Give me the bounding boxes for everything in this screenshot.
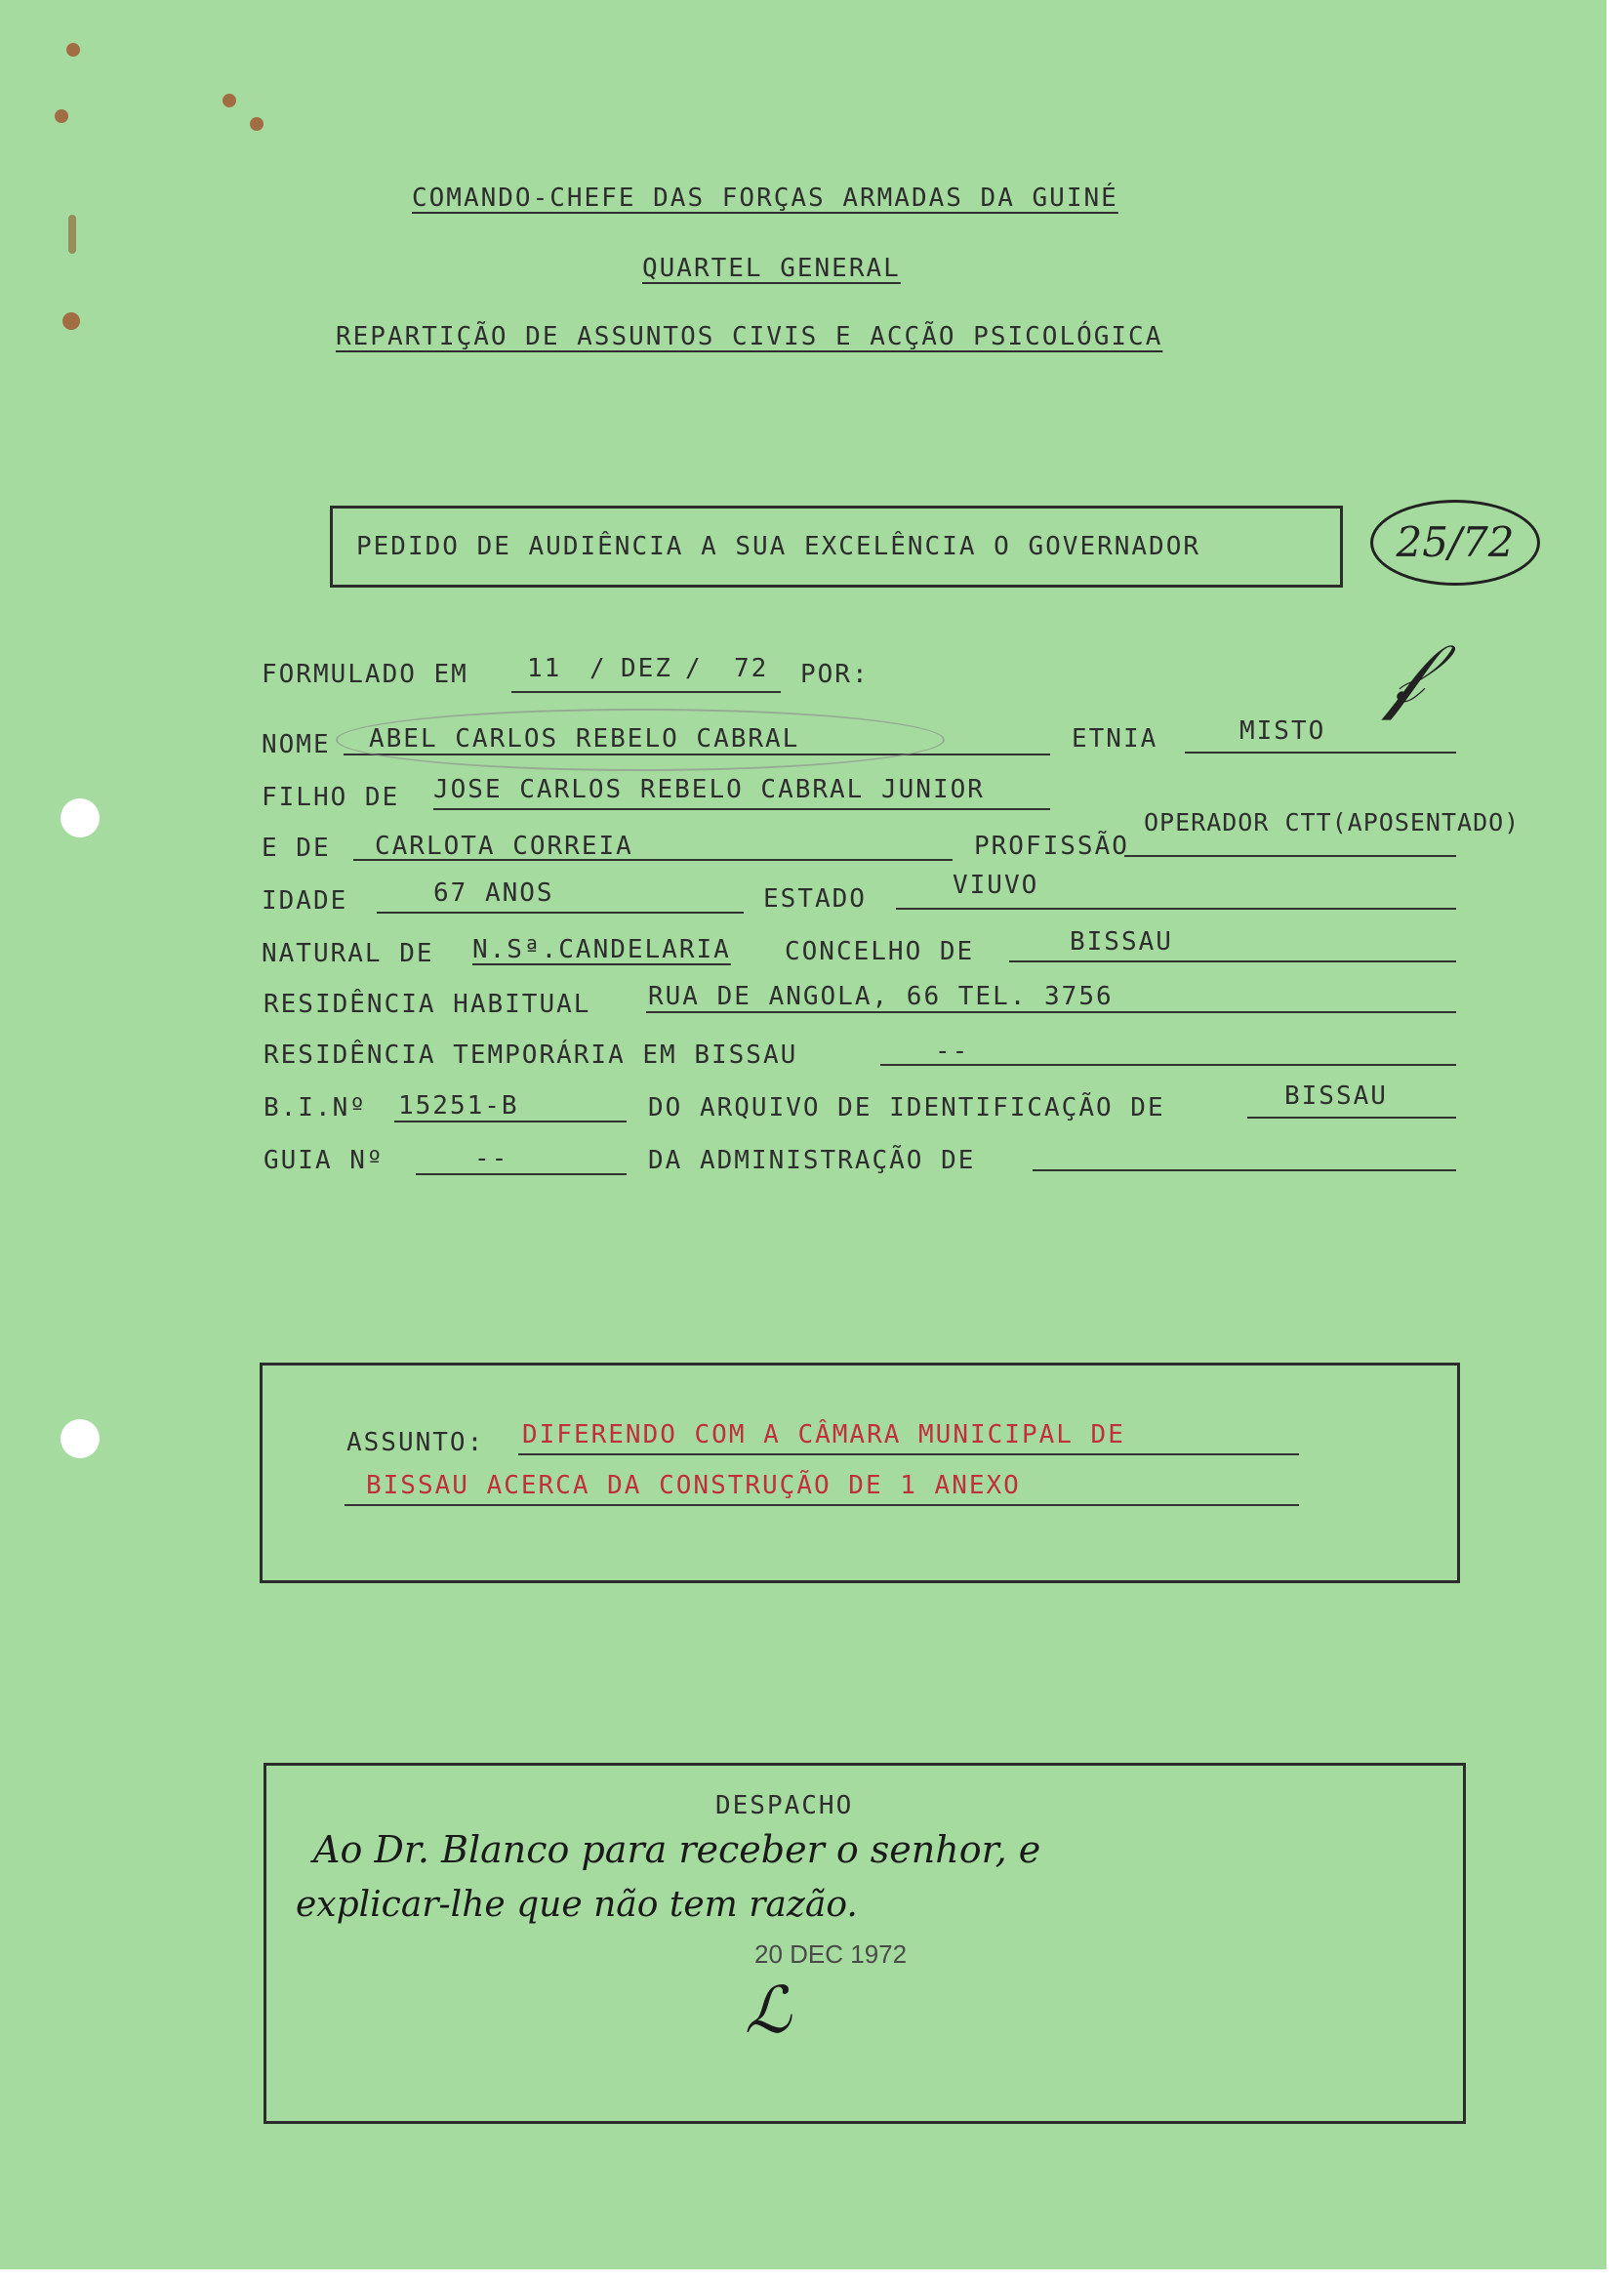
- etnia-underline: [1185, 752, 1456, 754]
- etnia-label: ETNIA: [1072, 724, 1158, 754]
- reference-number-text: 25/72: [1396, 518, 1515, 566]
- filho-value: JOSE CARLOS REBELO CABRAL JUNIOR: [433, 775, 985, 804]
- administracao-label: DA ADMINISTRAÇÃO DE: [648, 1146, 976, 1175]
- guia-label: GUIA Nº: [264, 1146, 385, 1175]
- concelho-underline: [1009, 960, 1456, 962]
- punch-hole: [61, 798, 100, 837]
- profissao-underline: [1124, 855, 1456, 857]
- guia-underline: [416, 1173, 627, 1175]
- despacho-date-stamp: 20 DEC 1972: [754, 1939, 908, 1969]
- por-label: POR:: [800, 660, 870, 689]
- arquivo-value: BISSAU: [1284, 1081, 1388, 1111]
- date-month: DEZ: [621, 654, 672, 683]
- idade-underline: [377, 912, 744, 914]
- despacho-box: [264, 1763, 1466, 2124]
- title-text: PEDIDO DE AUDIÊNCIA A SUA EXCELÊNCIA O GOVERNADOR: [356, 532, 1201, 561]
- etnia-value: MISTO: [1239, 716, 1326, 746]
- date-sep-1: /: [589, 654, 607, 683]
- initials-mark: 𝒻: [1386, 625, 1424, 722]
- estado-label: ESTADO: [763, 884, 867, 914]
- natural-value: N.Sª.CANDELARIA: [472, 935, 731, 964]
- staple-mark: [66, 43, 80, 57]
- concelho-value: BISSAU: [1070, 927, 1173, 957]
- filho-underline: [433, 808, 1050, 810]
- header-line-3: REPARTIÇÃO DE ASSUNTOS CIVIS E ACÇÃO PSICOLÓGICA: [336, 322, 1163, 351]
- punch-hole: [61, 1419, 100, 1458]
- residencia-temp-value: --: [935, 1037, 970, 1066]
- date-underline: [511, 691, 781, 693]
- assunto-line-1: DIFERENDO COM A CÂMARA MUNICIPAL DE: [522, 1420, 1125, 1449]
- filho-label: FILHO DE: [262, 783, 400, 812]
- residencia-label: RESIDÊNCIA HABITUAL: [264, 990, 591, 1019]
- assunto-underline-1: [518, 1453, 1299, 1455]
- staple-mark: [55, 109, 68, 123]
- concelho-label: CONCELHO DE: [785, 937, 975, 966]
- idade-value: 67 ANOS: [433, 878, 554, 908]
- mae-value: CARLOTA CORREIA: [375, 832, 633, 861]
- despacho-handwriting-line-1: Ao Dr. Blanco para receber o senhor, e: [313, 1828, 1041, 1871]
- administracao-underline: [1033, 1169, 1456, 1171]
- assunto-box: [260, 1363, 1460, 1583]
- arquivo-underline: [1247, 1117, 1456, 1119]
- formulado-label: FORMULADO EM: [262, 660, 468, 689]
- profissao-label: PROFISSÃO: [974, 832, 1129, 861]
- estado-value: VIUVO: [953, 871, 1039, 900]
- title-box: [330, 506, 1343, 588]
- profissao-value: OPERADOR CTT(APOSENTADO): [1144, 808, 1521, 836]
- header-line-1: COMANDO-CHEFE DAS FORÇAS ARMADAS DA GUINÉ: [412, 184, 1118, 213]
- residencia-temp-label: RESIDÊNCIA TEMPORÁRIA EM BISSAU: [264, 1040, 798, 1070]
- staple-mark: [62, 312, 80, 330]
- assunto-underline-2: [345, 1504, 1299, 1506]
- residencia-value: RUA DE ANGOLA, 66 TEL. 3756: [648, 982, 1114, 1011]
- staple-mark: [223, 94, 236, 107]
- assunto-line-2: BISSAU ACERCA DA CONSTRUÇÃO DE 1 ANEXO: [366, 1471, 1021, 1500]
- nome-circle: [336, 709, 945, 771]
- estado-underline: [896, 908, 1456, 910]
- date-sep-2: /: [685, 654, 703, 683]
- assunto-label: ASSUNTO:: [346, 1428, 485, 1457]
- rust-mark: [68, 215, 76, 254]
- e-de-label: E DE: [262, 834, 331, 863]
- despacho-signature: ℒ: [745, 1973, 792, 2048]
- staple-mark: [250, 117, 264, 131]
- bi-underline: [394, 1121, 627, 1122]
- arquivo-label: DO ARQUIVO DE IDENTIFICAÇÃO DE: [648, 1093, 1165, 1122]
- header-line-2: QUARTEL GENERAL: [642, 254, 901, 283]
- despacho-handwriting-line-2: explicar-lhe que não tem razão.: [296, 1885, 858, 1925]
- date-year: 72: [734, 654, 769, 683]
- reference-number: [1370, 500, 1540, 586]
- nome-label: NOME: [262, 730, 331, 759]
- idade-label: IDADE: [262, 886, 348, 916]
- residencia-underline: [646, 1011, 1456, 1013]
- bi-label: B.I.Nº: [264, 1093, 367, 1122]
- despacho-title: DESPACHO: [715, 1791, 854, 1820]
- guia-value: --: [474, 1144, 509, 1173]
- date-day: 11: [527, 654, 562, 683]
- natural-label: NATURAL DE: [262, 939, 434, 968]
- nome-value: ABEL CARLOS REBELO CABRAL: [369, 724, 800, 754]
- bi-value: 15251-B: [398, 1091, 519, 1121]
